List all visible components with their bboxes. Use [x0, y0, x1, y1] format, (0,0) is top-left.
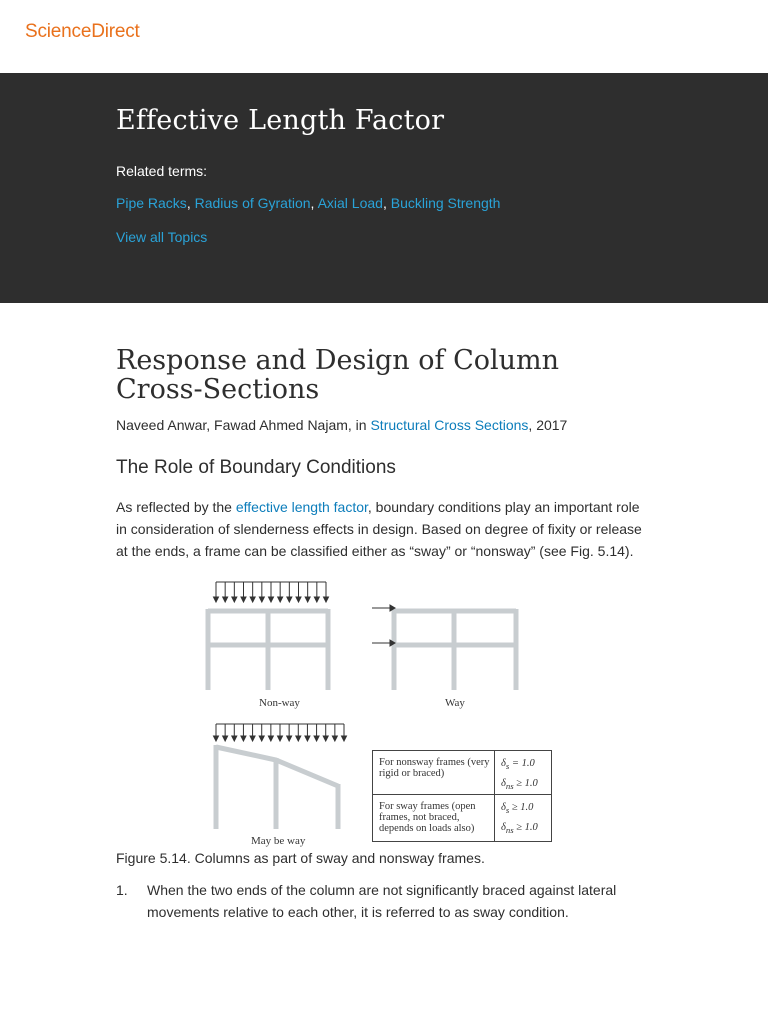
load-arrowhead [241, 736, 246, 741]
delta-table [372, 750, 552, 842]
load-arrowhead [342, 736, 347, 741]
load-arrowhead [278, 736, 283, 741]
nonsway-row: For nonsway frames (very rigid or braced) $\delta_s = 1.0$ $\delta_{ns} \ge 1.0$ [373, 751, 551, 794]
byline [116, 417, 646, 433]
section-title: The Role of Boundary Conditions [116, 457, 396, 478]
article-content [116, 303, 646, 923]
load-arrowhead [268, 736, 273, 741]
list-item: 1. When the two ends of the column are not significantly braced against lateral movements relative to each other, it is referred to as sway condition. [116, 882, 617, 920]
load-arrowhead [250, 736, 255, 741]
book-link[interactable]: Structural Cross Sections [370, 417, 529, 433]
load-arrowhead [296, 736, 301, 741]
load-arrowhead [314, 597, 319, 602]
conditions-list [116, 879, 646, 923]
maybe-sway-frame [216, 745, 338, 829]
load-arrowhead [269, 597, 274, 602]
load-arrowhead [278, 597, 283, 602]
sway-frame [394, 609, 516, 690]
load-arrowhead [214, 736, 219, 741]
maybe-sway-load-arrows [214, 724, 347, 741]
way-label: Way [445, 697, 465, 709]
related-terms-list: Pipe Racks, Radius of Gyration, Axial Load, Buckling Strength [116, 195, 501, 211]
related-term-link[interactable]: Buckling Strength [390, 195, 501, 211]
nonsway-load-arrows [214, 582, 329, 602]
load-arrowhead [241, 597, 246, 602]
load-arrowhead [305, 736, 310, 741]
article-title[interactable]: Response and Design of Column Cross-Sections [116, 345, 559, 405]
year: , 2017 [528, 417, 568, 433]
load-arrowhead [259, 736, 264, 741]
load-arrowhead [332, 736, 337, 741]
load-arrowhead [296, 597, 301, 602]
figure-caption: Figure 5.14. Columns as part of sway and nonsway frames. [116, 850, 485, 866]
load-arrowhead [305, 597, 310, 602]
load-arrowhead [314, 736, 319, 741]
top-bar [0, 0, 768, 73]
load-arrowhead [250, 597, 255, 602]
load-arrowhead [232, 597, 237, 602]
load-arrowhead [287, 736, 292, 741]
nonsway-frame [208, 609, 328, 690]
related-terms-label: Related terms: [116, 163, 208, 179]
effective-length-factor-link[interactable]: effective length factor [235, 499, 368, 515]
figure-5-14[interactable] [116, 574, 646, 847]
load-arrowhead [223, 597, 228, 602]
body-paragraph: As reflected by the effective length factor, boundary conditions play an important role in consideration of slenderness effects in design. Based on degree of fixity or release at the ends, a frame can be classified either as “sway” or “nonsway” (see Fig. 5.14). [116, 499, 642, 559]
related-term-link[interactable]: Pipe Racks [116, 195, 187, 211]
load-arrowhead [259, 597, 264, 602]
sciencedirect-logo[interactable]: ScienceDirect [25, 21, 140, 42]
maybe-way-label: May be way [251, 835, 306, 847]
topic-title: Effective Length Factor [116, 105, 445, 136]
sway-row: For sway frames (open frames, not braced, depends on loads also) $\delta_s \ge 1.0$ $\delta_{ns} \ge 1.0$ [373, 794, 551, 841]
load-arrowhead [214, 597, 219, 602]
authors: Naveed Anwar, Fawad Ahmed Najam, in [116, 417, 371, 433]
nonway-label: Non-way [259, 697, 300, 709]
load-arrowhead [232, 736, 237, 741]
load-arrowhead [324, 597, 329, 602]
load-arrowhead [287, 597, 292, 602]
related-term-link[interactable]: Axial Load [317, 195, 383, 211]
load-arrowhead [223, 736, 228, 741]
load-arrowhead [323, 736, 328, 741]
topic-header [0, 73, 768, 303]
related-term-link[interactable]: Radius of Gyration [194, 195, 311, 211]
view-all-topics-link[interactable]: View all Topics [116, 229, 208, 245]
